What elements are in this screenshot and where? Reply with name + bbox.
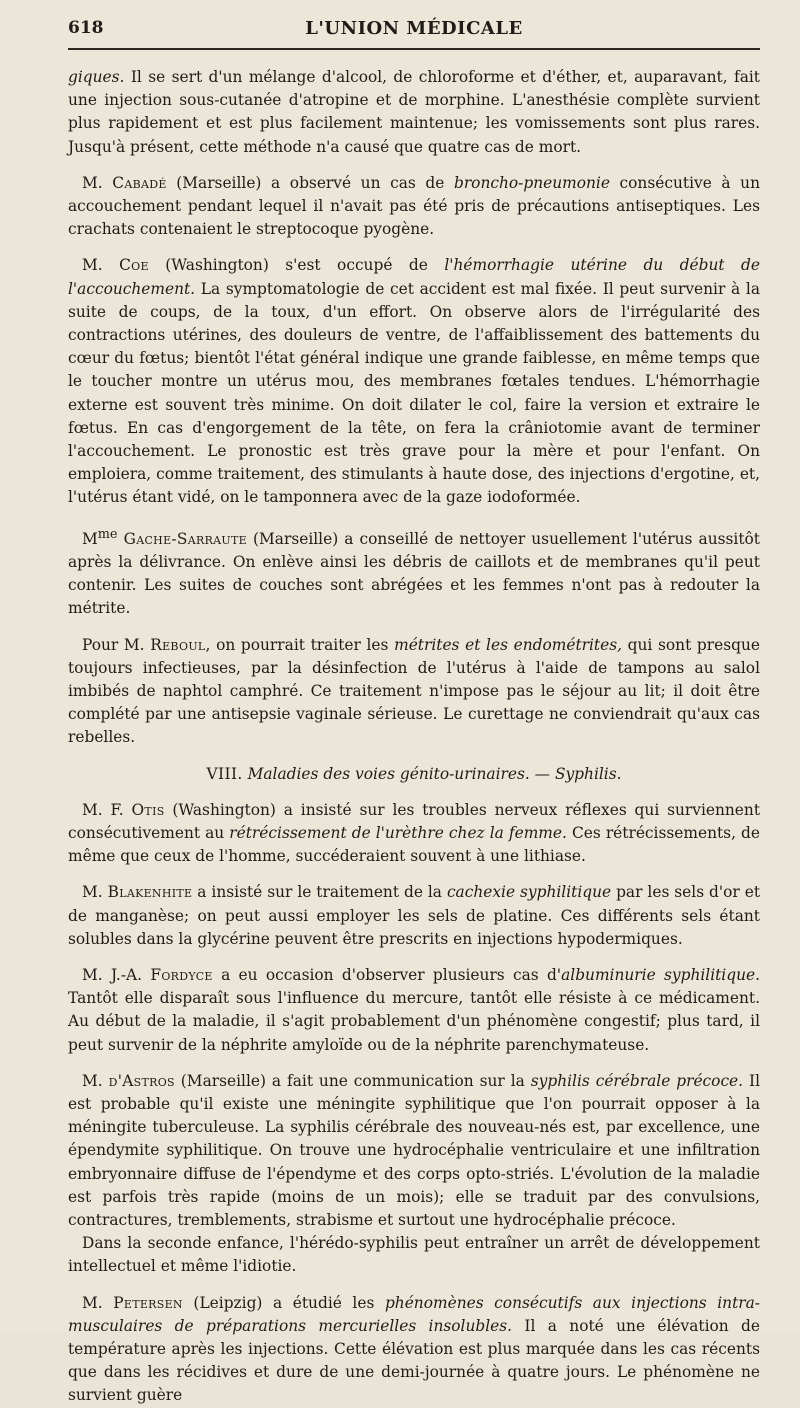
paragraph-coe: M. Coe (Washington) s'est occupé de l'hémorrhagie utérine du début de l'accouchement. La symptomatologie de cet accident est mal fixée. Il peut survenir à la suite de coups, de la toux, d'un effort. On observe alors de l'irrégularité des contractions utérines, des douleurs de ventre, de l'affaiblissement des battements du cœur du fœtus; bientôt l'état général indique une grande faiblesse, en même temps que le toucher montre un utérus mou, des membranes fœtales tendues. L'hémorrhagie externe est souvent très minime. On doit dilater le col, faire la version et extraire le fœtus. En cas d'engorgement de la tête, on fera la crâniotomie avant de terminer l'accouchement. Le pronostic est très grave pour la mère et pour l'enfant. On emploiera, comme traitement, des stimulants à haute dose, des injections d'ergotine, et, l'utérus étant vidé, on le tamponnera avec de la gaze iodoformée. — [68, 256, 760, 507]
paragraph-blakenhite: M. Blakenhite a insisté sur le traitement de la cachexie syphilitique par les sels d'or et de manganèse; on peut aussi employer les sels de platine. Ces différents sels étant solubles dans la glycérine peuvent être prescrits en injections hypodermiques. — [68, 883, 761, 948]
journal-title: L'UNION MÉDICALE — [305, 18, 523, 39]
paragraph-otis: M. F. Otis (Washington) a insisté sur les troubles nerveux réflexes qui surviennent consécutivement au rétrécissement de l'urèthre chez la femme. Ces rétrécissements, de même que ceux de l'homme, succéderaient souvent à une lithiase. — [68, 800, 761, 866]
author-name: Otis — [131, 800, 165, 819]
paragraph-gache-sarraute: $M^{me}$ Gache-Sarraute (Marseille) a conseillé de nettoyer usuellement l'utérus aussitôt après la délivrance. On enlève ainsi les débris de caillots et de membranes qu'il peut contenir. Les suites de couches sont abrégées et les femmes n'ont pas à redouter la métrite. — [68, 526, 760, 618]
author-name: d'Astros — [108, 1071, 175, 1090]
author-name: Coe — [119, 256, 149, 275]
body-text — [68, 66, 760, 1408]
paragraph-reboul: Pour M. Reboul, on pourrait traiter les métrites et les endométrites, qui sont presque toujours infectieuses, par la désinfection de l'utérus à l'aide de tampons au salol imbibés de naphtol camphré. Ce traitement n'impose pas le séjour au lit; il doit être complété par une antisepsie vaginale sérieuse. Le curettage ne conviendrait qu'aux cas rebelles. — [68, 635, 760, 747]
lead-italic: giques. — [68, 68, 125, 86]
paragraph-cabade: M. Cabadé (Marseille) a observé un cas de broncho-pneumonie consécutive à un accouchement pendant lequel il n'avait pas été pris de précautions antiseptiques. Les crachats contenaient le streptocoque pyogène. — [68, 173, 760, 239]
page-number: 618 — [68, 18, 104, 38]
author-name: Blakenhite — [107, 883, 193, 902]
author-name: Fordyce — [150, 966, 213, 985]
author-name: Reboul — [150, 635, 206, 654]
author-name: Cabadé — [112, 173, 167, 192]
paragraph-petersen: M. Petersen (Leipzig) a étudié les phénomènes consécutifs aux injections intra-musculaires de préparations mercurielles insolubles. Il a noté une élévation de température après les injections. Cette élévation est plus marquée dans les cas récents que dans les récidives et dure de une demi-journée à quatre jours. Le phénomène ne survient guère — [68, 1293, 760, 1405]
page-header — [68, 18, 760, 50]
section-heading: VIII. Maladies des voies génito-urinaires. — Syphilis. — [206, 764, 622, 783]
author-name: Gache-Sarraute — [123, 529, 247, 548]
paragraph-heredo-syphilis: Dans la seconde enfance, l'hérédo-syphilis peut entraîner un arrêt de développement intellectuel et même l'idiotie. — [68, 1234, 760, 1276]
paragraph-anesthesia: giques. Il se sert d'un mélange d'alcool, de chloroforme et d'éther, et, auparavant, fait une injection sous-cutanée d'atropine et de morphine. L'anesthésie complète survient plus rapidement et est plus facilement maintenue; les vomissements sont plus rares. Jusqu'à présent, cette méthode n'a causé que quatre cas de mort. — [68, 68, 760, 156]
paragraph-dastros: M. d'Astros (Marseille) a fait une communication sur la syphilis cérébrale précoce. Il est probable qu'il existe une méningite syphilitique que l'on pourrait opposer à la méningite tuberculeuse. La syphilis cérébrale des nouveau-nés est, par excellence, une épendymite syphilitique. On trouve une hydrocéphalie ventriculaire et une infiltration embryonnaire diffuse de l'épendyme et des corps opto-striés. L'évolution de la maladie est parfois très rapide (moins de un mois); elle se traduit par des convulsions, contractures, tremblements, strabisme et surtout une hydrocéphalie précoce. — [68, 1071, 760, 1230]
author-name: Petersen — [113, 1293, 183, 1312]
paragraph-fordyce: M. J.-A. Fordyce a eu occasion d'observer plusieurs cas d'albuminurie syphilitique. Tantôt elle disparaît sous l'influence du mercure, tantôt elle résiste à ce médicament. Au début de la maladie, il s'agit probablement d'un phénomène congestif; plus tard, il peut survenir de la néphrite amyloïde ou de la néphrite parenchymateuse. — [68, 966, 760, 1054]
